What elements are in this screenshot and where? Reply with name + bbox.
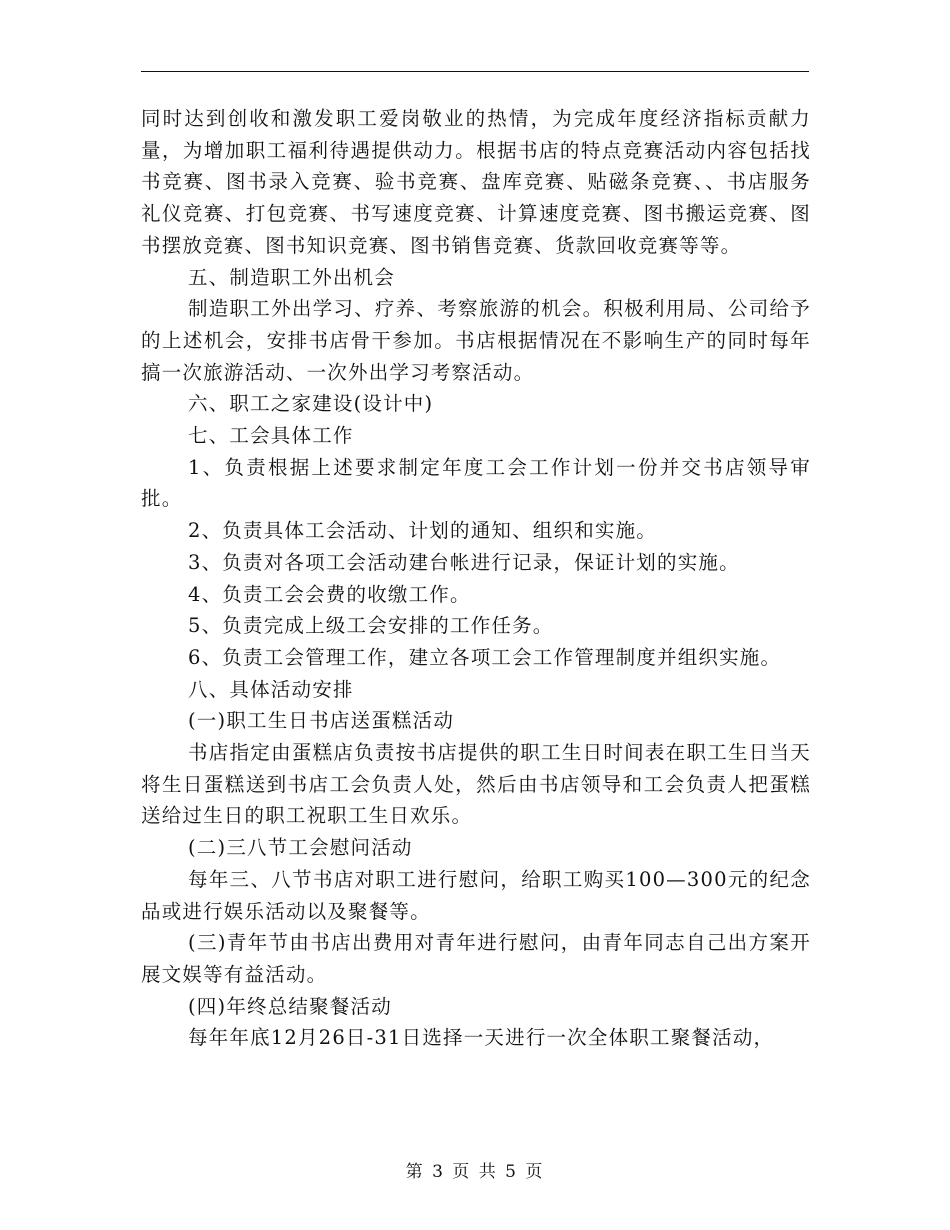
heading-section-8: 八、具体活动安排 bbox=[188, 677, 354, 701]
paragraph-womens-day: 每年三、八节书店对职工进行慰问，给职工购买100—300元的纪念品或进行娱乐活动以及聚餐等。 bbox=[141, 867, 811, 923]
header-rule bbox=[141, 71, 809, 72]
paragraph-section-5: 制造职工外出学习、疗养、考察旅游的机会。积极利用局、公司给予的上述机会，安排书店骨干参加。书店根据情况在不影响生产的同时每年搞一次旅游活动、一次外出学习考察活动。 bbox=[141, 297, 811, 384]
list-item: 2、负责具体工会活动、计划的通知、组织和实施。 bbox=[188, 519, 658, 543]
page-number-footer: 第 3 页 共 5 页 bbox=[405, 1162, 545, 1182]
paragraph-intro: 同时达到创收和激发职工爱岗敬业的热情，为完成年度经济指标贡献力量，为增加职工福利待遇提供动力。根据书店的特点竞赛活动内容包括找书竞赛、图书录入竞赛、验书竞赛、盘库竞赛、贴磁条竞赛、、书店服务礼仪竞赛、打包竞赛、书写速度竞赛、计算速度竞赛、图书搬运竞赛、图书摆放竞赛、图书知识竞赛、图书销售竞赛、货款回收竞赛等等。 bbox=[141, 107, 811, 257]
paragraph-youth-day: (三)青年节由书店出费用对青年进行慰问，由青年同志自己出方案开展文娱等有益活动。 bbox=[141, 931, 811, 986]
list-item: 3、负责对各项工会活动建台帐进行记录，保证计划的实施。 bbox=[188, 550, 740, 574]
list-item: 6、负责工会管理工作，建立各项工会工作管理制度并组织实施。 bbox=[188, 645, 782, 669]
subheading-birthday: (一)职工生日书店送蛋糕活动 bbox=[188, 709, 455, 733]
subheading-womens-day: (二)三八节工会慰问活动 bbox=[188, 836, 413, 860]
paragraph-birthday: 书店指定由蛋糕店负责按书店提供的职工生日时间表在职工生日当天将生日蛋糕送到书店工会负责人处，然后由书店领导和工会负责人把蛋糕送给过生日的职工祝职工生日欢乐。 bbox=[141, 741, 811, 828]
subheading-year-end: (四)年终总结聚餐活动 bbox=[188, 994, 392, 1018]
list-item: 5、负责完成上级工会安排的工作任务。 bbox=[188, 614, 554, 638]
heading-section-5: 五、制造职工外出机会 bbox=[188, 265, 396, 289]
heading-section-6: 六、职工之家建设(设计中) bbox=[188, 392, 434, 416]
list-item: 4、负责工会会费的收缴工作。 bbox=[188, 582, 471, 606]
paragraph-year-end: 每年年底12月26日-31日选择一天进行一次全体职工聚餐活动， bbox=[188, 1026, 775, 1050]
list-item: 1、负责根据上述要求制定年度工会工作计划一份并交书店领导审批。 bbox=[141, 455, 811, 511]
heading-section-7: 七、工会具体工作 bbox=[188, 424, 354, 448]
document-body bbox=[141, 103, 811, 1054]
